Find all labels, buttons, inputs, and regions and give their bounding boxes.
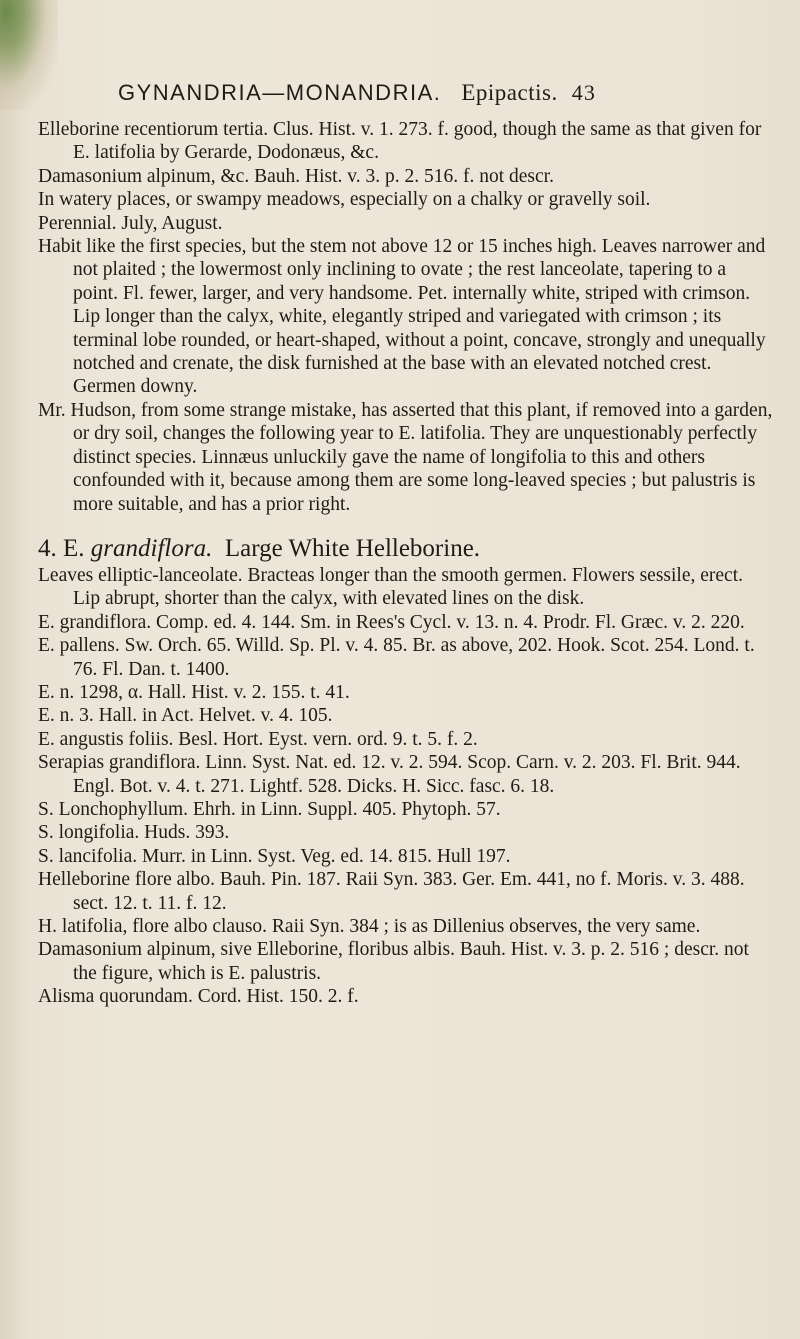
synonym: E. grandiflora. Comp. ed. 4. 144. Sm. in Rees's Cycl. v. 13. n. 4. Prodr. Fl. Græc. v. 2. 220. [38, 611, 745, 633]
synonym: E. n. 3. Hall. in Act. Helvet. v. 4. 105. [38, 705, 333, 727]
species-name: grandiflora. [90, 534, 213, 562]
header-genus: Epipactis. [461, 80, 558, 105]
paragraph: Damasonium alpinum, &c. Bauh. Hist. v. 3. p. 2. 516. f. not descr. [38, 165, 554, 187]
paragraph: Perennial. July, August. [38, 212, 223, 234]
synonym: E. pallens. Sw. Orch. 65. Willd. Sp. Pl. v. 4. 85. Br. as above, 202. Hook. Scot. 254. Lond. t. 76. Fl. Dan. t. 1400. [38, 635, 755, 680]
species-number: 4. E. [38, 534, 85, 562]
synonym: Serapias grandiflora. Linn. Syst. Nat. ed. 12. v. 2. 594. Scop. Carn. v. 2. 203. Fl. Brit. 944. Engl. Bot. v. 4. t. 271. Lightf. 528. Dicks. H. Sicc. fasc. 6. 18. [38, 752, 741, 797]
species-common-name: Large White Helleborine. [224, 534, 481, 562]
synonym: E. angustis foliis. Besl. Hort. Eyst. vern. ord. 9. t. 5. f. 2. [38, 728, 478, 750]
synonym: E. n. 1298, α. Hall. Hist. v. 2. 155. t. 41. [38, 681, 350, 703]
running-head [118, 80, 758, 106]
synonym: S. Lonchophyllum. Ehrh. in Linn. Suppl. 405. Phytoph. 57. [38, 798, 501, 820]
synonym: Damasonium alpinum, sive Elleborine, floribus albis. Bauh. Hist. v. 3. p. 2. 516 ; descr. not the figure, which is E. palustris. [38, 939, 749, 984]
page-number: 43 [571, 80, 597, 105]
synonym: Helleborine flore albo. Bauh. Pin. 187. Raii Syn. 383. Ger. Em. 441, no f. Moris. v. 3. 488. sect. 12. t. 11. f. 12. [38, 869, 745, 914]
paragraph: In watery places, or swampy meadows, especially on a chalky or gravelly soil. [38, 189, 651, 211]
page-body [38, 118, 773, 1009]
species-heading [38, 534, 773, 564]
paragraph: Elleborine recentiorum tertia. Clus. Hist. v. 1. 273. f. good, though the same as that given for E. latifolia by Gerarde, Dodonæus, &c. [38, 119, 762, 164]
paragraph: Mr. Hudson, from some strange mistake, has asserted that this plant, if removed into a garden, or dry soil, changes the following year to E. latifolia. They are unquestionably perfectly distinct species. Linnæus unluckily gave the name of longifolia to this and others confounded with it, because among them are some long-leaved species ; but palustris is more suitable, and has a prior right. [38, 399, 773, 515]
synonym: Alisma quorundam. Cord. Hist. 150. 2. f. [38, 986, 359, 1008]
species-description: Leaves elliptic-lanceolate. Bracteas longer than the smooth germen. Flowers sessile, erect. Lip abrupt, shorter than the calyx, with elevated lines on the disk. [38, 564, 743, 610]
synonym: S. longifolia. Huds. 393. [38, 822, 230, 844]
paragraph: Habit like the first species, but the stem not above 12 or 15 inches high. Leaves narrower and not plaited ; the lowermost only inclining to ovate ; the rest lanceolate, tapering to a point. Fl. fewer, larger, and very handsome. Pet. internally white, striped with crimson. Lip longer than the calyx, white, elegantly striped and variegated with crimson ; its terminal lobe rounded, or heart-shaped, without a point, concave, strongly and unequally notched and crenate, the disk furnished at the base with an elevated notched crest. Germen downy. [38, 236, 766, 398]
page-stain [0, 0, 58, 110]
synonym: H. latifolia, flore albo clauso. Raii Syn. 384 ; is as Dillenius observes, the very same. [38, 916, 701, 937]
header-title: GYNANDRIA—MONANDRIA. [118, 80, 442, 105]
synonym: S. lancifolia. Murr. in Linn. Syst. Veg. ed. 14. 815. Hull 197. [38, 845, 511, 867]
